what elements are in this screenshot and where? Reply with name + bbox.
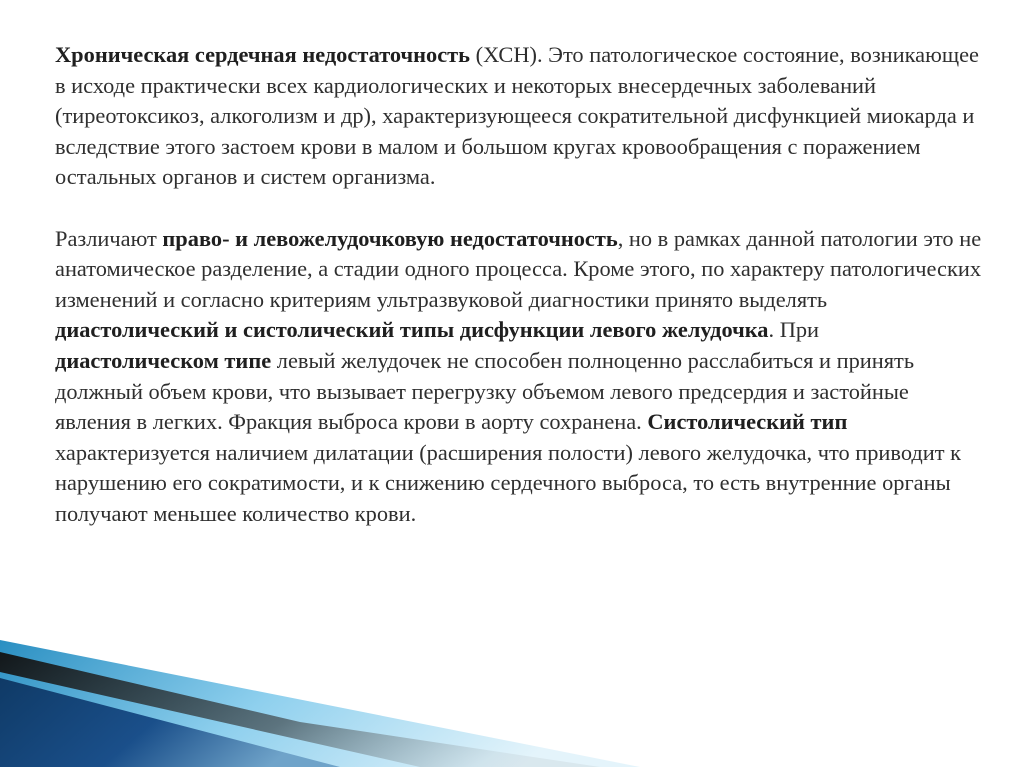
ventricular-failure-term: право- и левожелудочковую недостаточность <box>162 225 618 251</box>
text-segment: левый желудочек не способен полноценно расслабиться и принять должный объем крови, что вызывает перегрузку объемом левого предсердия и застойные явления в легких. Фракция выброса крови в аорту сохранена. <box>55 347 915 435</box>
text-segment: . При <box>768 317 820 343</box>
systolic-type-term: Систолический тип <box>647 409 848 435</box>
diastolic-type-term: диастолическом типе <box>55 347 272 373</box>
types-paragraph <box>55 224 985 530</box>
text-segment: характеризуется наличием дилатации (расширения полости) левого желудочка, что приводит к нарушению его сократимости, и к снижению сердечного выброса, то есть внутренние органы получают меньшее количество крови. <box>55 439 962 526</box>
text-segment: , но в рамках данной патологии это не анатомическое разделение, а стадии одного процесса. Кроме этого, по характеру патологических изменений и согласно критериям ультразвуковой диагностики принято выделять <box>55 225 982 312</box>
text-segment: Различают <box>55 225 163 251</box>
dysfunction-types-term: диастолический и систолический типы дисфункции левого желудочка <box>55 317 769 343</box>
definition-paragraph <box>55 40 985 193</box>
slide-text-body <box>55 40 985 530</box>
definition-text: (ХСН). Это патологическое состояние, возникающее в исходе практически всех кардиологических и некоторых внесердечных заболеваний (тиреотоксикоз, алкоголизм и др), характеризующееся сократительной дисфункцией миокарда и вследствие этого застоем крови в малом и большом кругах кровообращения с поражением остальных органов и систем организма. <box>55 42 979 190</box>
chf-term: Хроническая сердечная недостаточность <box>55 42 471 67</box>
